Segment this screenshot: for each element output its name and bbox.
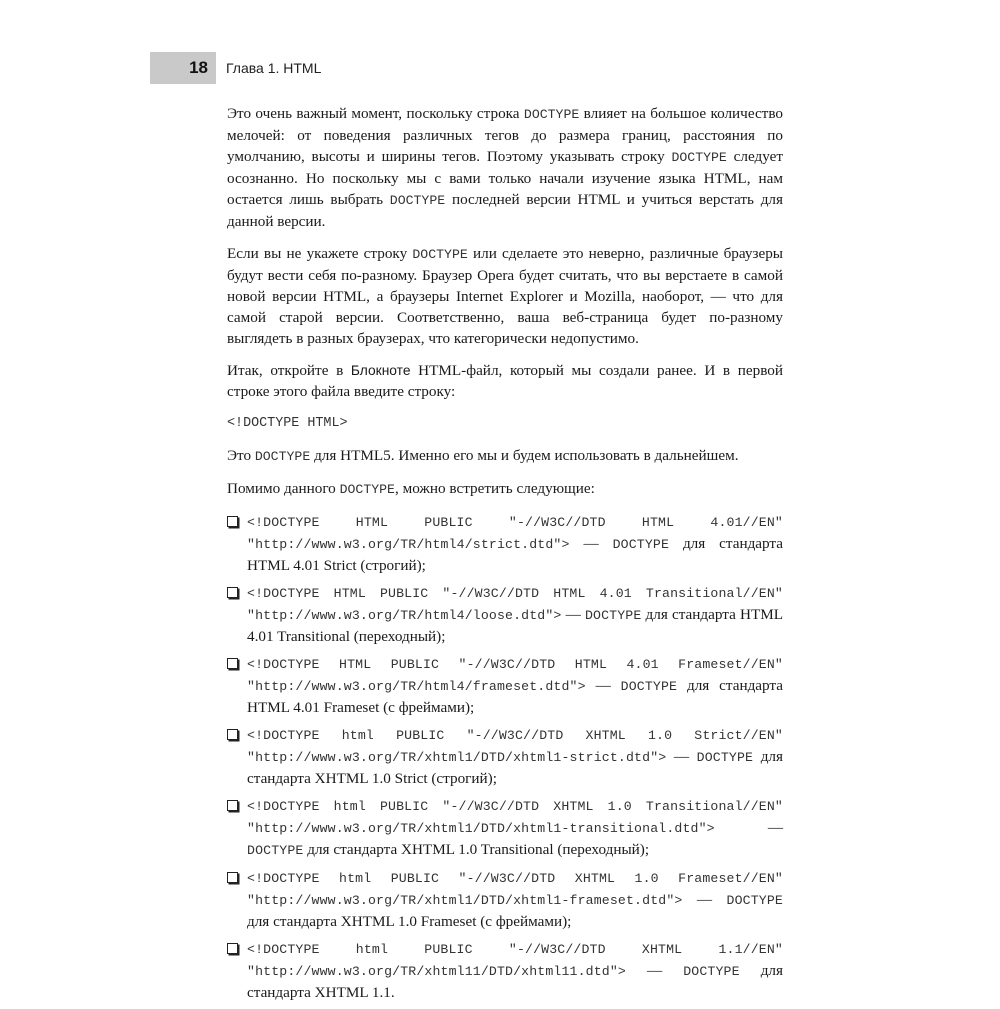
- paragraph-other-doctypes: Помимо данного DOCTYPE, можно встретить следующие:: [227, 480, 595, 497]
- doctype-list: [227, 511, 783, 1003]
- checkbox-bullet-icon: [227, 587, 238, 598]
- list-item: <!DOCTYPE html PUBLIC "-//W3C//DTD XHTML 1.0 Transitional//EN" "http://www.w3.org/TR/xhtml1/DTD/xhtml1-transitional.dtd"> — DOCTYPE для стандарта XHTML 1.0 Transitional (переходный);: [227, 795, 783, 861]
- list-item: <!DOCTYPE HTML PUBLIC "-//W3C//DTD HTML 4.01//EN" "http://www.w3.org/TR/html4/strict.dtd"> — DOCTYPE для стандарта HTML 4.01 Strict (строгий);: [227, 511, 783, 576]
- paragraph-open-notepad: Итак, откройте в Блокноте HTML-файл, который мы создали ранее. И в первой строке этого файла введите строку:: [227, 362, 783, 400]
- list-item: <!DOCTYPE HTML PUBLIC "-//W3C//DTD HTML 4.01 Transitional//EN" "http://www.w3.org/TR/html4/loose.dtd"> — DOCTYPE для стандарта HTML 4.01 Transitional (переходный);: [227, 582, 783, 647]
- checkbox-bullet-icon: [227, 800, 238, 811]
- checkbox-bullet-icon: [227, 872, 238, 883]
- notepad-term: Блокноте: [350, 363, 411, 378]
- checkbox-bullet-icon: [227, 943, 238, 954]
- checkbox-bullet-icon: [227, 658, 238, 669]
- paragraph-doctype-importance: Это очень важный момент, поскольку строка DOCTYPE влияет на большое количество мелочей: от поведения различных тегов до размера границ, расстояния по умолчанию, высоты и ширины тегов. Поэтому указывать строку DOCTYPE следует осознанно. Но поскольку мы с вами только начали изучение языка HTML, нам остается лишь выбрать DOCTYPE последней версии HTML и учиться верстать для данной версии.: [227, 105, 784, 230]
- code-line-doctype-html5: <!DOCTYPE HTML>: [227, 416, 348, 431]
- paragraph-browser-behavior: Если вы не укажете строку DOCTYPE или сделаете это неверно, различные браузеры будут вести себя по-разному. Браузер Opera будет считать, что вы верстаете в самой новой версии HTML, а браузеры Internet Explorer и Mozilla, наоборот, — что для самой старой версии. Соответственно, ваша веб-страница будет по-разному выглядеть в разных браузерах, что категорически недопустимо.: [227, 245, 783, 347]
- list-item: <!DOCTYPE html PUBLIC "-//W3C//DTD XHTML 1.0 Strict//EN" "http://www.w3.org/TR/xhtml1/DTD/xhtml1-strict.dtd"> — DOCTYPE для стандарта XHTML 1.0 Strict (строгий);: [227, 724, 783, 789]
- running-title: Глава 1. HTML: [226, 60, 322, 76]
- checkbox-bullet-icon: [227, 729, 238, 740]
- list-item: <!DOCTYPE html PUBLIC "-//W3C//DTD XHTML 1.1//EN" "http://www.w3.org/TR/xhtml11/DTD/xhtml11.dtd"> — DOCTYPE для стандарта XHTML 1.1.: [227, 938, 783, 1003]
- paragraph-html5-doctype: Это DOCTYPE для HTML5. Именно его мы и будем использовать в дальнейшем.: [227, 447, 739, 464]
- list-item: <!DOCTYPE HTML PUBLIC "-//W3C//DTD HTML 4.01 Frameset//EN" "http://www.w3.org/TR/html4/frameset.dtd"> — DOCTYPE для стандарта HTML 4.01 Frameset (с фреймами);: [227, 653, 783, 718]
- list-item: <!DOCTYPE html PUBLIC "-//W3C//DTD XHTML 1.0 Frameset//EN" "http://www.w3.org/TR/xhtml1/DTD/xhtml1-frameset.dtd"> — DOCTYPE для стандарта XHTML 1.0 Frameset (с фреймами);: [227, 867, 783, 932]
- page-body: [227, 103, 783, 1009]
- page-header: [0, 0, 1000, 90]
- page-number: 18: [150, 52, 216, 84]
- checkbox-bullet-icon: [227, 516, 238, 527]
